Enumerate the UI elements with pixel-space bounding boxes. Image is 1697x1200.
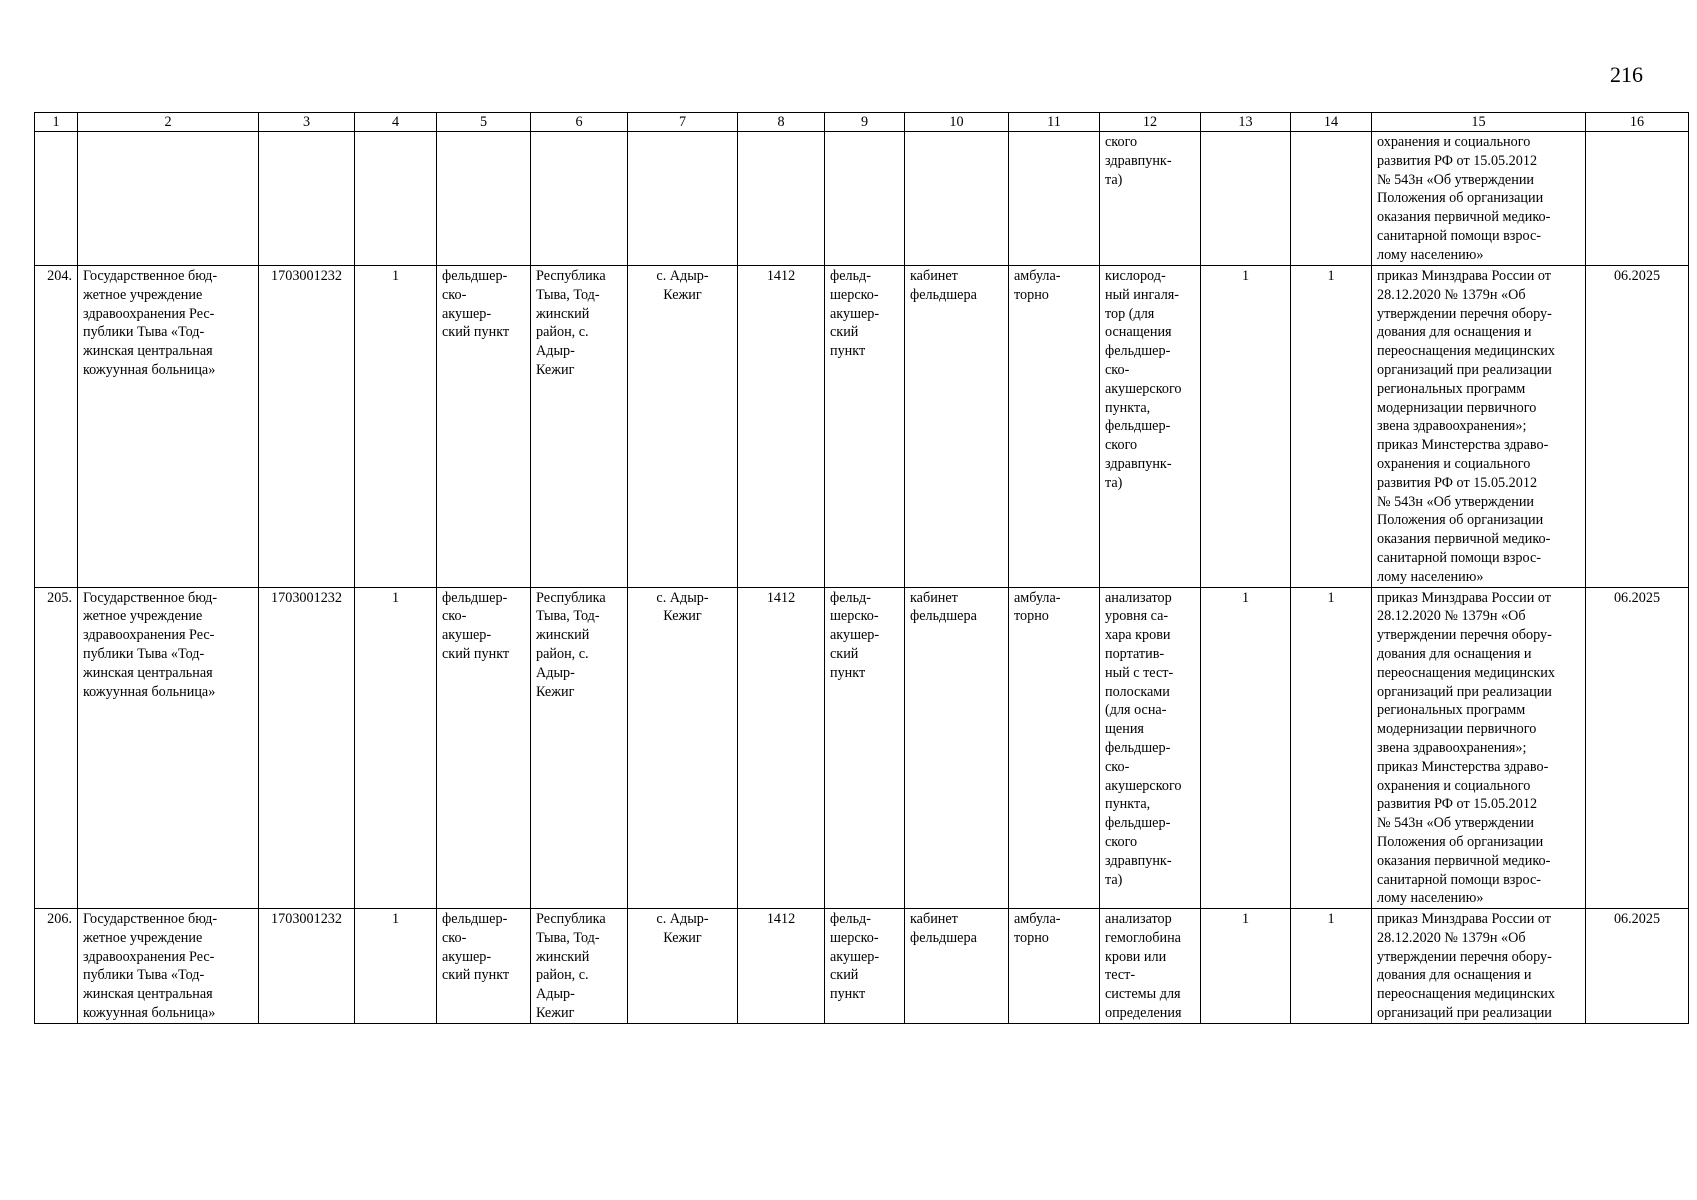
- cell-quantity: 1: [1201, 587, 1291, 909]
- cell-row-number: 205.: [35, 587, 78, 909]
- column-number: 15: [1372, 113, 1586, 132]
- cell-empty: [628, 132, 738, 266]
- column-number: 1: [35, 113, 78, 132]
- cell-care-type: амбула- торно: [1009, 266, 1100, 588]
- cell-legal-basis: приказ Минздрава России от 28.12.2020 № 1379н «Об утверждении перечня обору- дования для оснащения и переоснащения медицинских организаций при реализации региональных программ модернизации первичного звена здравоохранения»; приказ Минстерства здраво- охранения и социального развития РФ от 15.05.2012 № 543н «Об утверждении Положения об организации оказания первичной медико- санитарной помощи взрос- лому населению»: [1372, 266, 1586, 588]
- cell-row-number: 206.: [35, 909, 78, 1024]
- cell-address: Республика Тыва, Тод- жинский район, с. Адыр- Кежиг: [531, 587, 628, 909]
- header-row: [35, 113, 1689, 132]
- column-number: 10: [905, 113, 1009, 132]
- cell-room: кабинет фельдшера: [905, 266, 1009, 588]
- cell-empty: [531, 132, 628, 266]
- cell-unit: фельд- шерско- акушер- ский пункт: [825, 266, 905, 588]
- cell-quantity: 1: [1291, 587, 1372, 909]
- cell-empty: [825, 132, 905, 266]
- cell-address: Республика Тыва, Тод- жинский район, с. Адыр- Кежиг: [531, 266, 628, 588]
- column-number: 5: [437, 113, 531, 132]
- cell-organization: Государственное бюд- жетное учреждение здравоохранения Рес- публики Тыва «Тод- жинская центральная кожуунная больница»: [78, 909, 259, 1024]
- cell-locality: с. Адыр- Кежиг: [628, 587, 738, 909]
- column-number: 6: [531, 113, 628, 132]
- cell-unit: фельд- шерско- акушер- ский пункт: [825, 587, 905, 909]
- cell-row-number: 204.: [35, 266, 78, 588]
- cell-code: 1412: [738, 909, 825, 1024]
- cell-equipment: ского здравпунк- та): [1100, 132, 1201, 266]
- cell-inn: 1703001232: [259, 909, 355, 1024]
- cell-equipment: анализатор гемоглобина крови или тест- системы для определения: [1100, 909, 1201, 1024]
- cell-room: кабинет фельдшера: [905, 587, 1009, 909]
- column-number: 2: [78, 113, 259, 132]
- cell-empty: [1009, 132, 1100, 266]
- cell-empty: [738, 132, 825, 266]
- table-row: [35, 909, 1689, 1024]
- column-number: 16: [1586, 113, 1689, 132]
- cell-care-type: амбула- торно: [1009, 909, 1100, 1024]
- cell-quantity: 1: [1291, 266, 1372, 588]
- cell-facility-type: фельдшер- ско- акушер- ский пункт: [437, 587, 531, 909]
- cell-equipment: анализатор уровня са- хара крови портатив- ный с тест- полосками (для осна- щения фельдшер- ско- акушерского пункта, фельдшер- ского здравпунк- та): [1100, 587, 1201, 909]
- cell-organization: Государственное бюд- жетное учреждение здравоохранения Рес- публики Тыва «Тод- жинская центральная кожуунная больница»: [78, 266, 259, 588]
- cell-locality: с. Адыр- Кежиг: [628, 266, 738, 588]
- column-number: 13: [1201, 113, 1291, 132]
- column-number: 9: [825, 113, 905, 132]
- cell-col4: 1: [355, 909, 437, 1024]
- cell-quantity: 1: [1201, 266, 1291, 588]
- cell-address: Республика Тыва, Тод- жинский район, с. Адыр- Кежиг: [531, 909, 628, 1024]
- cell-empty: [1291, 132, 1372, 266]
- cell-inn: 1703001232: [259, 587, 355, 909]
- cell-empty: [437, 132, 531, 266]
- cell-organization: Государственное бюд- жетное учреждение здравоохранения Рес- публики Тыва «Тод- жинская центральная кожуунная больница»: [78, 587, 259, 909]
- cell-locality: с. Адыр- Кежиг: [628, 909, 738, 1024]
- cell-empty: [905, 132, 1009, 266]
- cell-date: 06.2025: [1586, 587, 1689, 909]
- column-number: 8: [738, 113, 825, 132]
- cell-room: кабинет фельдшера: [905, 909, 1009, 1024]
- cell-legal-basis: охранения и социального развития РФ от 15.05.2012 № 543н «Об утверждении Положения об организации оказания первичной медико- санитарной помощи взрос- лому населению»: [1372, 132, 1586, 266]
- cell-facility-type: фельдшер- ско- акушер- ский пункт: [437, 909, 531, 1024]
- cell-equipment: кислород- ный ингаля- тор (для оснащения фельдшер- ско- акушерского пункта, фельдшер- ского здравпунк- та): [1100, 266, 1201, 588]
- cell-empty: [1586, 132, 1689, 266]
- cell-unit: фельд- шерско- акушер- ский пункт: [825, 909, 905, 1024]
- table-row: [35, 266, 1689, 588]
- cell-empty: [35, 132, 78, 266]
- cell-code: 1412: [738, 587, 825, 909]
- cell-quantity: 1: [1291, 909, 1372, 1024]
- cell-legal-basis: приказ Минздрава России от 28.12.2020 № 1379н «Об утверждении перечня обору- дования для оснащения и переоснащения медицинских организаций при реализации: [1372, 909, 1586, 1024]
- table-row: [35, 587, 1689, 909]
- column-number: 7: [628, 113, 738, 132]
- cell-col4: 1: [355, 266, 437, 588]
- cell-date: 06.2025: [1586, 266, 1689, 588]
- cell-quantity: 1: [1201, 909, 1291, 1024]
- column-number: 12: [1100, 113, 1201, 132]
- cell-code: 1412: [738, 266, 825, 588]
- cell-legal-basis: приказ Минздрава России от 28.12.2020 № 1379н «Об утверждении перечня обору- дования для оснащения и переоснащения медицинских организаций при реализации региональных программ модернизации первичного звена здравоохранения»; приказ Минстерства здраво- охранения и социального развития РФ от 15.05.2012 № 543н «Об утверждении Положения об организации оказания первичной медико- санитарной помощи взрос- лому населению»: [1372, 587, 1586, 909]
- cell-empty: [355, 132, 437, 266]
- column-number: 11: [1009, 113, 1100, 132]
- column-number: 4: [355, 113, 437, 132]
- cell-empty: [78, 132, 259, 266]
- cell-facility-type: фельдшер- ско- акушер- ский пункт: [437, 266, 531, 588]
- column-number: 3: [259, 113, 355, 132]
- equipment-table: [34, 112, 1689, 1024]
- continuation-row: [35, 132, 1689, 266]
- cell-care-type: амбула- торно: [1009, 587, 1100, 909]
- cell-date: 06.2025: [1586, 909, 1689, 1024]
- cell-empty: [259, 132, 355, 266]
- page-number: 216: [1610, 62, 1643, 87]
- cell-empty: [1201, 132, 1291, 266]
- column-number: 14: [1291, 113, 1372, 132]
- cell-inn: 1703001232: [259, 266, 355, 588]
- cell-col4: 1: [355, 587, 437, 909]
